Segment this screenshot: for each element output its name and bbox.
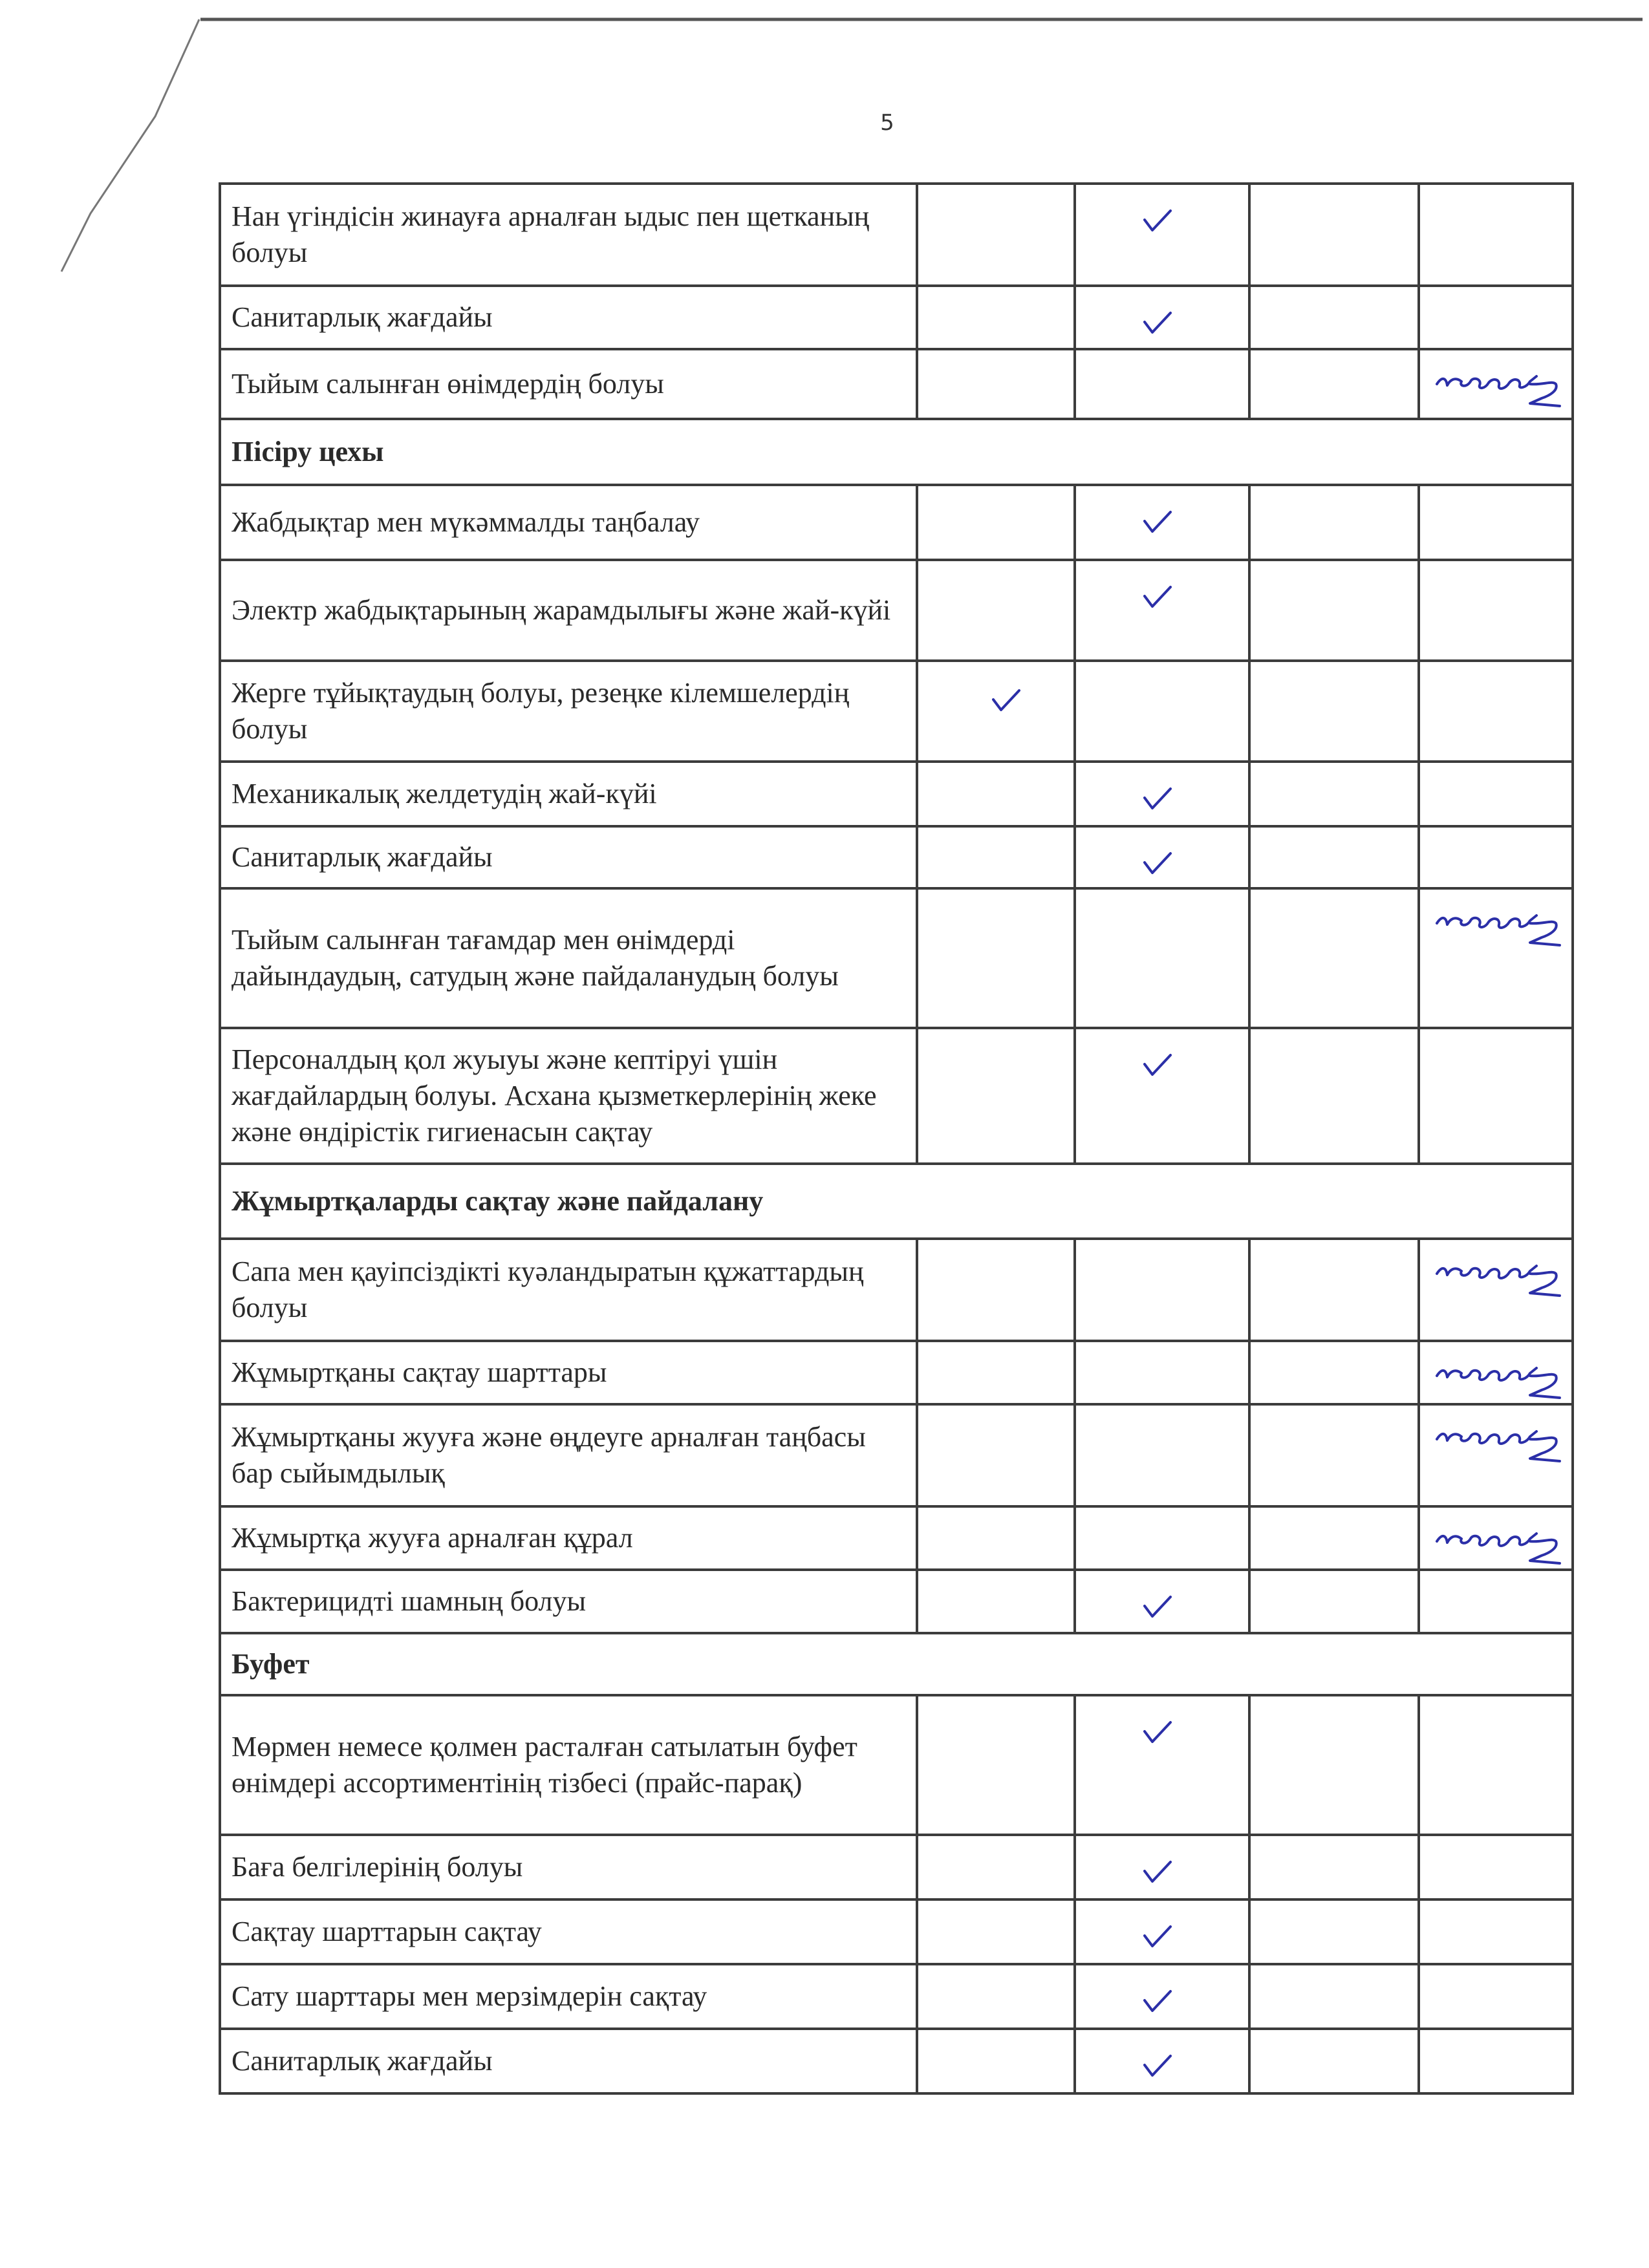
mark-cell-3 (1249, 1695, 1419, 1835)
mark-cell-2 (1075, 485, 1249, 560)
mark-cell-1 (917, 1695, 1075, 1835)
requirement-text: Персоналдың қол жуыуы және кептіруі үшін жағдайлардың болуы. Асхана қызметкерлерінің жеке және өндірістік гигиенасын сақтау (220, 1028, 917, 1164)
table-row (220, 1695, 1573, 1835)
mark-cell-1 (917, 1570, 1075, 1633)
mark-cell-4 (1419, 1028, 1573, 1164)
mark-cell-3 (1249, 2029, 1419, 2093)
mark-cell-2 (1075, 888, 1249, 1028)
mark-cell-2 (1075, 1695, 1249, 1835)
mark-cell-1 (917, 1239, 1075, 1341)
mark-cell-3 (1249, 661, 1419, 762)
section-heading: Пісіру цехы (220, 419, 1573, 485)
mark-cell-2 (1075, 349, 1249, 419)
section-row (220, 419, 1573, 485)
inspection-checklist-table (219, 182, 1574, 2095)
mark-cell-1 (917, 1964, 1075, 2029)
requirement-text: Сату шарттары мен мерзімдерін сақтау (220, 1964, 917, 2029)
mark-cell-3 (1249, 1404, 1419, 1506)
mark-cell-1 (917, 286, 1075, 349)
mark-cell-2 (1075, 286, 1249, 349)
table-row (220, 888, 1573, 1028)
mark-cell-2 (1075, 1239, 1249, 1341)
section-row (220, 1164, 1573, 1239)
mark-cell-2 (1075, 1570, 1249, 1633)
mark-cell-1 (917, 1404, 1075, 1506)
checklist-rows (220, 184, 1573, 2093)
check-mark-icon (1142, 1594, 1173, 1620)
mark-cell-4 (1419, 1341, 1573, 1404)
check-mark-icon (1142, 1924, 1173, 1950)
table-row (220, 1835, 1573, 1899)
table-row (220, 1570, 1573, 1633)
requirement-text: Мөрмен немесе қолмен расталған сатылатын буфет өнімдері ассортиментінің тізбесі (прайс-парақ) (220, 1695, 917, 1835)
mark-cell-2 (1075, 560, 1249, 661)
check-mark-icon (991, 688, 1022, 714)
mark-cell-3 (1249, 1835, 1419, 1899)
page-number: 5 (880, 110, 894, 136)
requirement-text: Сапа мен қауіпсіздікті куәландыратын құжаттардың болуы (220, 1239, 917, 1341)
requirement-text: Жабдықтар мен мүкәммалды таңбалау (220, 485, 917, 560)
mark-cell-2 (1075, 1404, 1249, 1506)
table-row (220, 661, 1573, 762)
requirement-text: Санитарлық жағдайы (220, 2029, 917, 2093)
mark-cell-1 (917, 1835, 1075, 1899)
mark-cell-2 (1075, 762, 1249, 826)
mark-cell-4 (1419, 1835, 1573, 1899)
mark-cell-2 (1075, 1899, 1249, 1964)
check-mark-icon (1142, 1859, 1173, 1885)
requirement-text: Тыйым салынған өнімдердің болуы (220, 349, 917, 419)
mark-cell-3 (1249, 1239, 1419, 1341)
mark-cell-1 (917, 1341, 1075, 1404)
table-row (220, 349, 1573, 419)
mark-cell-2 (1075, 826, 1249, 888)
mark-cell-4 (1419, 826, 1573, 888)
requirement-text: Механикалық желдетудің жай-күйі (220, 762, 917, 826)
check-mark-icon (1142, 310, 1173, 336)
requirement-text: Электр жабдықтарының жарамдылығы және жай-күйі (220, 560, 917, 661)
table-row (220, 1964, 1573, 2029)
check-mark-icon (1142, 2053, 1173, 2079)
mark-cell-4 (1419, 661, 1573, 762)
table-row (220, 762, 1573, 826)
mark-cell-3 (1249, 826, 1419, 888)
mark-cell-4 (1419, 1964, 1573, 2029)
mark-cell-3 (1249, 1964, 1419, 2029)
mark-cell-4 (1419, 560, 1573, 661)
mark-cell-1 (917, 762, 1075, 826)
mark-cell-4 (1419, 349, 1573, 419)
check-mark-icon (1142, 1989, 1173, 2015)
mark-cell-3 (1249, 184, 1419, 286)
mark-cell-1 (917, 1506, 1075, 1570)
requirement-text: Бактерицидті шамның болуы (220, 1570, 917, 1633)
check-mark-icon (1142, 509, 1173, 535)
requirement-text: Жерге тұйықтаудың болуы, резеңке кілемшелердің болуы (220, 661, 917, 762)
requirement-text: Жұмыртқа жууға арналған құрал (220, 1506, 917, 1570)
mark-cell-4 (1419, 1899, 1573, 1964)
check-mark-icon (1142, 1720, 1173, 1746)
check-mark-icon (1142, 1053, 1173, 1078)
requirement-text: Санитарлық жағдайы (220, 826, 917, 888)
mark-cell-2 (1075, 1964, 1249, 2029)
table-row (220, 184, 1573, 286)
mark-cell-1 (917, 1899, 1075, 1964)
mark-cell-4 (1419, 1404, 1573, 1506)
mark-cell-3 (1249, 1570, 1419, 1633)
requirement-text: Нан үгіндісін жинауға арналған ыдыс пен щетканың болуы (220, 184, 917, 286)
check-mark-icon (1142, 851, 1173, 877)
mark-cell-3 (1249, 762, 1419, 826)
handwritten-note-icon (1433, 1522, 1562, 1567)
requirement-text: Баға белгілерінің болуы (220, 1835, 917, 1899)
section-heading: Буфет (220, 1633, 1573, 1695)
mark-cell-1 (917, 560, 1075, 661)
table-row (220, 826, 1573, 888)
mark-cell-4 (1419, 1239, 1573, 1341)
mark-cell-3 (1249, 485, 1419, 560)
mark-cell-1 (917, 349, 1075, 419)
handwritten-note-icon (1433, 365, 1562, 410)
requirement-text: Сақтау шарттарын сақтау (220, 1899, 917, 1964)
handwritten-note-icon (1433, 1420, 1562, 1465)
table-row (220, 2029, 1573, 2093)
handwritten-note-icon (1433, 1356, 1562, 1402)
mark-cell-3 (1249, 1341, 1419, 1404)
mark-cell-3 (1249, 888, 1419, 1028)
check-mark-icon (1142, 786, 1173, 812)
mark-cell-3 (1249, 286, 1419, 349)
handwritten-note-icon (1433, 1254, 1562, 1300)
mark-cell-1 (917, 661, 1075, 762)
handwritten-note-icon (1433, 904, 1562, 949)
mark-cell-1 (917, 1028, 1075, 1164)
mark-cell-1 (917, 184, 1075, 286)
mark-cell-4 (1419, 1570, 1573, 1633)
table-row (220, 286, 1573, 349)
check-mark-icon (1142, 584, 1173, 610)
requirement-text: Тыйым салынған тағамдар мен өнімдерді дайындаудың, сатудың және пайдаланудың болуы (220, 888, 917, 1028)
section-row (220, 1633, 1573, 1695)
requirement-text: Санитарлық жағдайы (220, 286, 917, 349)
mark-cell-2 (1075, 184, 1249, 286)
mark-cell-3 (1249, 1506, 1419, 1570)
mark-cell-1 (917, 826, 1075, 888)
table-row (220, 485, 1573, 560)
table-row (220, 1341, 1573, 1404)
mark-cell-4 (1419, 184, 1573, 286)
requirement-text: Жұмыртқаны жууға және өңдеуге арналған таңбасы бар сыйымдылық (220, 1404, 917, 1506)
mark-cell-1 (917, 888, 1075, 1028)
mark-cell-4 (1419, 286, 1573, 349)
mark-cell-2 (1075, 1028, 1249, 1164)
check-mark-icon (1142, 208, 1173, 234)
requirement-text: Жұмыртқаны сақтау шарттары (220, 1341, 917, 1404)
mark-cell-4 (1419, 888, 1573, 1028)
mark-cell-3 (1249, 560, 1419, 661)
table-row (220, 1506, 1573, 1570)
mark-cell-4 (1419, 485, 1573, 560)
table-row (220, 1239, 1573, 1341)
mark-cell-3 (1249, 1028, 1419, 1164)
mark-cell-1 (917, 485, 1075, 560)
mark-cell-3 (1249, 349, 1419, 419)
table-row (220, 1404, 1573, 1506)
mark-cell-4 (1419, 2029, 1573, 2093)
mark-cell-4 (1419, 1506, 1573, 1570)
mark-cell-3 (1249, 1899, 1419, 1964)
table-row (220, 560, 1573, 661)
mark-cell-2 (1075, 661, 1249, 762)
mark-cell-1 (917, 2029, 1075, 2093)
mark-cell-4 (1419, 1695, 1573, 1835)
mark-cell-2 (1075, 1341, 1249, 1404)
table-row (220, 1899, 1573, 1964)
table-row (220, 1028, 1573, 1164)
mark-cell-2 (1075, 2029, 1249, 2093)
mark-cell-2 (1075, 1835, 1249, 1899)
section-heading: Жұмыртқаларды сақтау және пайдалану (220, 1164, 1573, 1239)
mark-cell-2 (1075, 1506, 1249, 1570)
mark-cell-4 (1419, 762, 1573, 826)
